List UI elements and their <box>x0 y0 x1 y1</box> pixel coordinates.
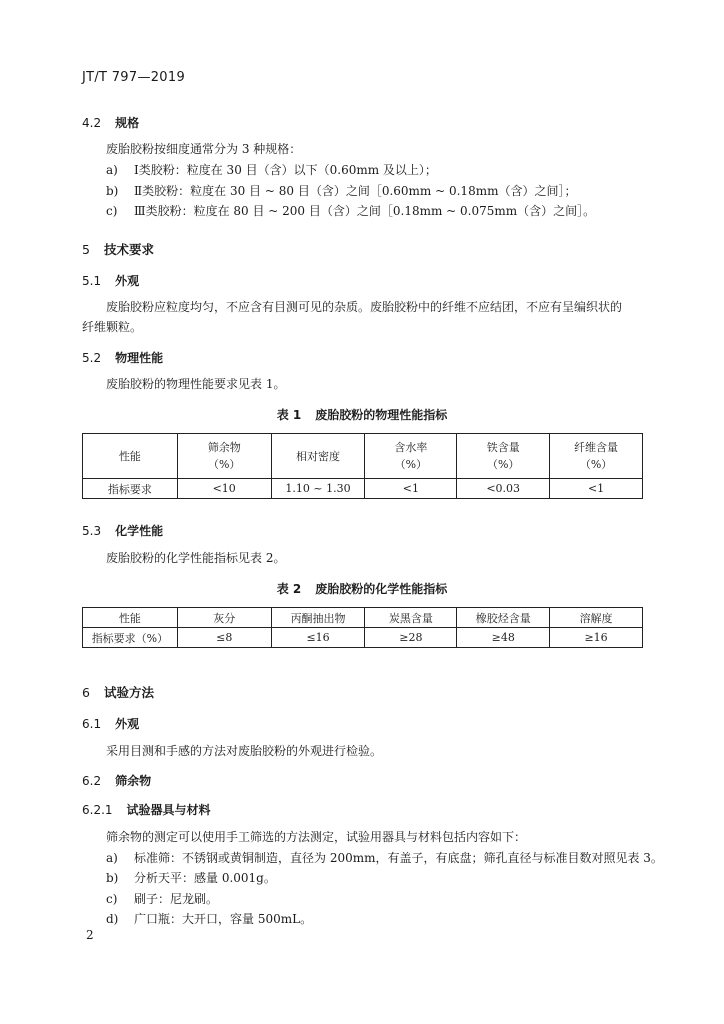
caption-number: 表 2 <box>276 582 302 596</box>
table-header-cell <box>550 434 643 479</box>
table-header-cell: 炭黑含量 <box>365 608 457 628</box>
table-cell: <10 <box>177 479 271 499</box>
table-row <box>83 628 643 648</box>
list-item-text: 分析天平：感量 0.001g。 <box>134 871 276 885</box>
table-header-cell <box>177 434 271 479</box>
section-number: 6 <box>82 685 90 700</box>
list-item-text: Ⅱ类胶粉：粒度在 30 目 ~ 80 目（含）之间［0.60mm ~ 0.18mm（含）之间］； <box>134 184 577 198</box>
table-header-cell <box>365 434 457 479</box>
list-marker: b) <box>106 184 119 198</box>
page-number: 2 <box>86 928 94 942</box>
section-5-1-paragraph-line-2: 纤维颗粒。 <box>82 320 143 334</box>
section-5-2-paragraph: 废胎胶粉的物理性能要求见表 1。 <box>106 377 286 391</box>
section-6-1-paragraph: 采用目测和手感的方法对废胎胶粉的外观进行检验。 <box>106 744 383 758</box>
header-label: 铁含量 <box>486 441 520 454</box>
list-marker: d) <box>106 912 119 926</box>
caption-title: 废胎胶粉的化学性能指标 <box>315 582 448 596</box>
table-cell: <1 <box>365 479 457 499</box>
header-unit: （%） <box>486 458 520 471</box>
list-item-text: 刷子：尼龙刷。 <box>134 892 219 906</box>
section-5-1-heading <box>82 272 139 289</box>
section-4-2-intro: 废胎胶粉按细度通常分为 3 种规格： <box>106 142 302 156</box>
table-cell: ≥16 <box>550 628 643 648</box>
table-header-row <box>83 608 643 628</box>
table-header-cell <box>457 434 550 479</box>
section-5-2-heading <box>82 349 163 366</box>
section-number: 6.1 <box>82 717 102 731</box>
table-row <box>83 479 643 499</box>
chemical-properties-table <box>82 607 643 648</box>
section-6-heading <box>82 683 154 701</box>
table-cell: ≥28 <box>365 628 457 648</box>
table-cell: ≥48 <box>457 628 550 648</box>
list-item-text: Ⅰ类胶粉：粒度在 30 目（含）以下（0.60mm 及以上）； <box>134 163 437 177</box>
list-marker: a) <box>106 163 118 177</box>
list-item <box>106 870 276 886</box>
list-item <box>106 850 663 866</box>
caption-title: 废胎胶粉的物理性能指标 <box>315 408 448 422</box>
table-header-cell: 溶解度 <box>550 608 643 628</box>
header-label: 纤维含量 <box>574 441 619 454</box>
table-2-caption <box>0 580 724 597</box>
list-item <box>106 162 437 178</box>
list-item-text: 广口瓶：大开口，容量 500mL。 <box>134 912 313 926</box>
section-title: 试验器具与材料 <box>126 803 211 817</box>
list-item-text: Ⅲ类胶粉：粒度在 80 目 ~ 200 目（含）之间［0.18mm ~ 0.075mm（含）之间］。 <box>134 204 596 218</box>
section-title: 化学性能 <box>115 524 164 538</box>
table-cell: ≤16 <box>271 628 365 648</box>
table-cell: ≤8 <box>177 628 271 648</box>
section-number: 5.1 <box>82 274 102 288</box>
caption-number: 表 1 <box>276 408 302 422</box>
header-label: 含水率 <box>394 441 428 454</box>
section-title: 规格 <box>115 116 140 130</box>
header-unit: （%） <box>207 458 241 471</box>
section-title: 技术要求 <box>103 242 154 257</box>
section-title: 外观 <box>115 717 140 731</box>
header-label: 筛余物 <box>207 441 241 454</box>
table-cell: 指标要求（%） <box>83 628 178 648</box>
list-item-text: 标准筛：不锈钢或黄铜制造，直径为 200mm，有盖子，有底盘；筛孔直径与标准目数对照见表 3。 <box>134 851 663 865</box>
physical-properties-table <box>82 433 643 499</box>
section-title: 筛余物 <box>115 774 152 788</box>
section-6-2-1-intro: 筛余物的测定可以使用手工筛选的方法测定，试验用器具与材料包括内容如下： <box>106 830 527 844</box>
table-cell: <0.03 <box>457 479 550 499</box>
list-item <box>106 911 312 927</box>
table-header-cell: 橡胶烃含量 <box>457 608 550 628</box>
section-number: 6.2.1 <box>82 803 113 817</box>
header-label: 相对密度 <box>296 449 341 463</box>
section-number: 5.3 <box>82 524 102 538</box>
section-number: 5.2 <box>82 351 102 365</box>
table-1-caption <box>0 406 724 423</box>
standard-code-header: JT/T 797—2019 <box>82 70 186 85</box>
section-6-2-1-heading <box>82 801 211 818</box>
section-5-1-paragraph-line-1: 废胎胶粉应粒度均匀，不应含有目测可见的杂质。废胎胶粉中的纤维不应结团，不应有呈编织状的 <box>106 300 623 314</box>
section-title: 试验方法 <box>103 685 154 700</box>
table-cell: 指标要求 <box>83 479 178 499</box>
table-header-cell: 性能 <box>83 608 178 628</box>
table-cell: <1 <box>550 479 643 499</box>
list-item <box>106 891 218 907</box>
list-item <box>106 183 576 199</box>
header-label: 性能 <box>118 449 141 463</box>
header-unit: （%） <box>394 458 428 471</box>
section-title: 物理性能 <box>115 351 164 365</box>
table-header-cell <box>271 434 365 479</box>
list-marker: a) <box>106 851 118 865</box>
table-header-cell <box>83 434 178 479</box>
section-number: 6.2 <box>82 774 102 788</box>
list-marker: c) <box>106 204 118 218</box>
section-number: 5 <box>82 242 90 257</box>
section-4-2-heading <box>82 114 139 131</box>
section-5-heading <box>82 240 154 258</box>
section-6-1-heading <box>82 715 139 732</box>
list-marker: b) <box>106 871 119 885</box>
table-cell: 1.10 ~ 1.30 <box>271 479 365 499</box>
section-5-3-heading <box>82 522 163 539</box>
table-header-row <box>83 434 643 479</box>
table-header-cell: 灰分 <box>177 608 271 628</box>
list-item <box>106 203 595 219</box>
header-unit: （%） <box>579 458 613 471</box>
table-header-cell: 丙酮抽出物 <box>271 608 365 628</box>
section-5-3-paragraph: 废胎胶粉的化学性能指标见表 2。 <box>106 551 286 565</box>
list-marker: c) <box>106 892 118 906</box>
section-title: 外观 <box>115 274 140 288</box>
section-6-2-heading <box>82 772 151 789</box>
section-number: 4.2 <box>82 116 102 130</box>
